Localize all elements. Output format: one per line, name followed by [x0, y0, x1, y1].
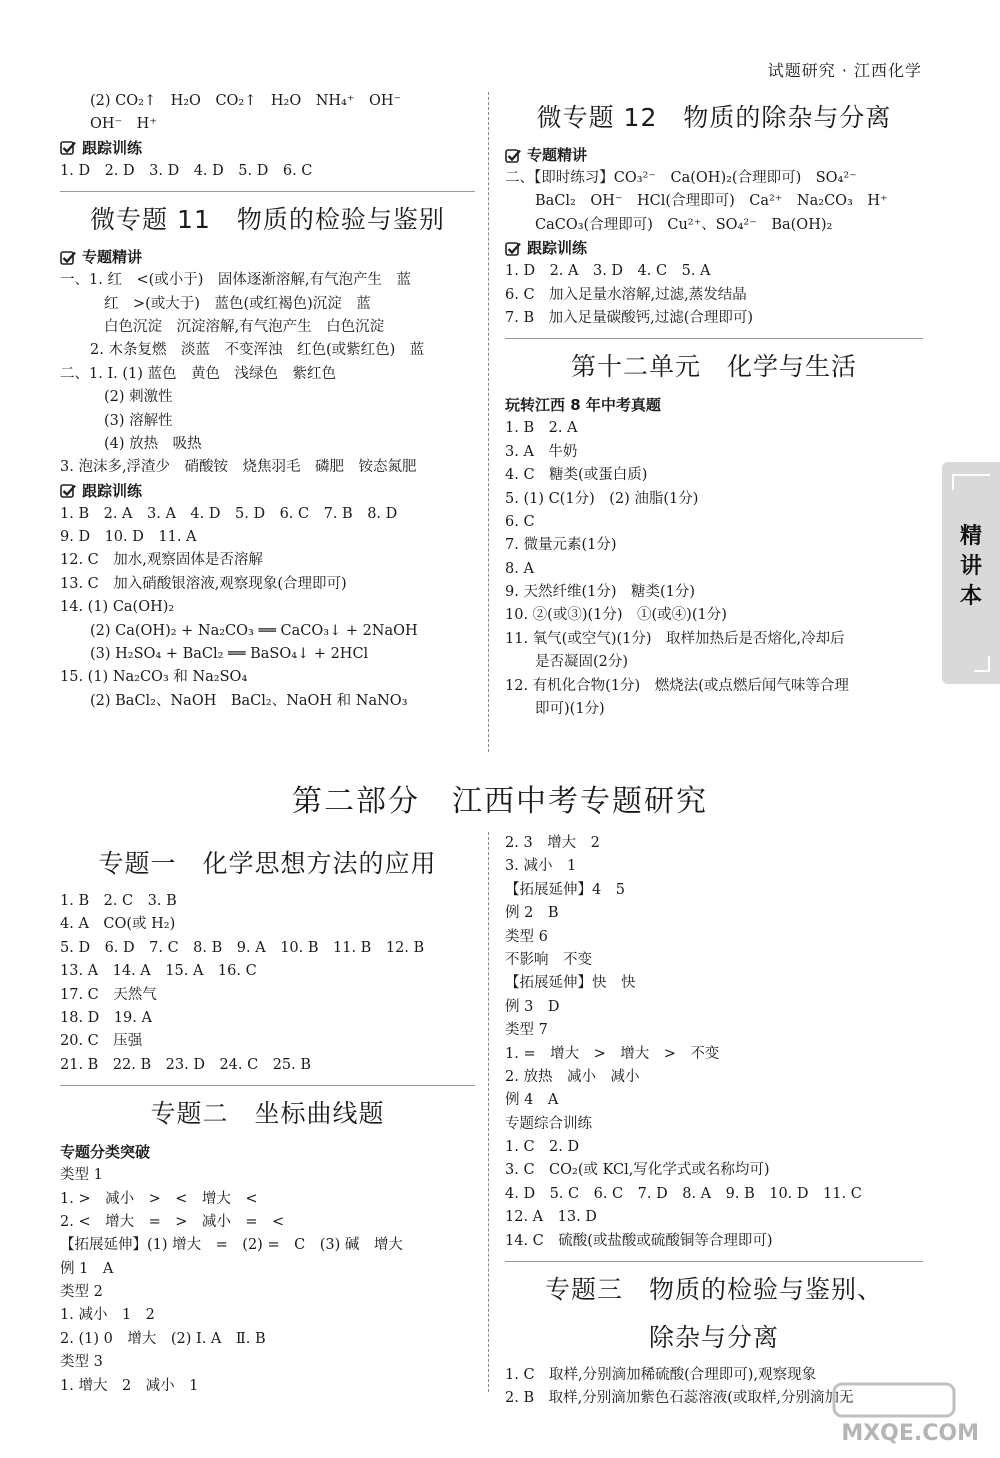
answer-line: 【拓展延伸】(1) 增大 = (2) = C (3) 碱 增大	[60, 1237, 403, 1254]
answer-line: 1. C 2. D	[505, 1139, 580, 1156]
answer-line: 12. C 加水,观察固体是否溶解	[60, 552, 263, 569]
answer-line: 2. (1) 0 增大 (2) Ⅰ. A Ⅱ. B	[60, 1330, 266, 1347]
subsection-label: 跟踪训练	[82, 138, 143, 157]
side-tab-label	[942, 522, 1000, 612]
section-divider	[60, 1085, 475, 1086]
answer-line: 类型 2	[60, 1284, 103, 1301]
answer-line: 2. 3 增大 2	[505, 835, 600, 851]
answer-line: 例 2 B	[505, 905, 559, 922]
answer-line: 1. B 2. A	[505, 420, 578, 437]
answer-line: 20. C 压强	[60, 1033, 143, 1050]
answer-line: 6. C	[505, 513, 535, 530]
tab-bracket-bottom	[974, 656, 990, 672]
answer-line: 【拓展延伸】快 快	[505, 975, 636, 992]
answer-line: 1. B 2. C 3. B	[60, 893, 177, 909]
answer-line: 1. > 减小 > < 增大 <	[60, 1190, 258, 1207]
answer-line: 是否凝固(2分)	[535, 654, 629, 671]
left-column-bottom	[60, 838, 475, 1398]
answer-line: 4. A CO(或 H₂)	[60, 916, 176, 933]
answer-line: 18. D 19. A	[60, 1009, 152, 1026]
answer-line: 不影响 不变	[505, 951, 592, 968]
answer-line: 9. D 10. D 11. A	[60, 529, 197, 546]
answer-line: 【拓展延伸】4 5	[505, 881, 625, 898]
answer-line: 例 4 A	[505, 1092, 559, 1109]
answer-line: 二、【即时练习】CO₃²⁻ Ca(OH)₂(合理即可) SO₄²⁻	[505, 170, 857, 186]
subsection-heading	[505, 144, 923, 167]
column-divider-bottom	[488, 832, 489, 1392]
subsection-label: 跟踪训练	[82, 481, 143, 500]
section-divider	[505, 1261, 923, 1262]
answer-line: 1. = 增大 > 增大 > 不变	[505, 1045, 720, 1062]
answer-line: 一、1. 红 <(或小于) 固体逐渐溶解,有气泡产生 蓝	[60, 272, 412, 289]
part-title: 第二部分 江西中考专题研究	[292, 784, 708, 819]
answer-line: 2. 木条复燃 淡蓝 不变浑浊 红色(或紫红色) 蓝	[90, 342, 425, 359]
answer-line: 10. ②(或③)(1分) ①(或④)(1分)	[505, 607, 727, 624]
section-title: 微专题 11 物质的检验与鉴别	[90, 205, 445, 235]
answer-line: 白色沉淀 沉淀溶解,有气泡产生 白色沉淀	[104, 318, 385, 335]
answer-line: (2) Ca(OH)₂ + Na₂CO₃ ══ CaCO₃↓ + 2NaOH	[90, 622, 418, 639]
section-title: 专题二 坐标曲线题	[150, 1099, 385, 1129]
section-title: 除杂与分离	[648, 1323, 779, 1353]
tab-bracket-top	[952, 474, 990, 490]
answer-line: 3. C CO₂(或 KCl,写化学式或名称均可)	[505, 1162, 770, 1179]
answer-line: 9. 天然纤维(1分) 糖类(1分)	[505, 584, 696, 601]
column-divider-top	[488, 92, 489, 752]
checkbox-icon	[505, 241, 521, 257]
answer-line: 3. 泡沫多,浮渣少 硝酸铵 烧焦羽毛 磷肥 铵态氮肥	[60, 459, 417, 476]
right-column-top	[505, 92, 923, 721]
section-divider	[60, 191, 475, 192]
answer-line: 8. A	[505, 560, 534, 577]
answer-line: 例 3 D	[505, 998, 560, 1015]
answer-line: 2. B 取样,分别滴加紫色石蕊溶液(或取样,分别滴加无	[505, 1390, 854, 1407]
answer-line: 13. C 加入硝酸银溶液,观察现象(合理即可)	[60, 575, 347, 592]
answer-line: 12. A 13. D	[505, 1209, 597, 1226]
answer-line: (3) 溶解性	[104, 412, 173, 429]
subsection-label: 跟踪训练	[527, 239, 588, 258]
right-column-bottom	[505, 832, 923, 1411]
answer-line: 1. 增大 2 减小 1	[60, 1377, 199, 1394]
answer-line: 1. B 2. A 3. A 4. D 5. D 6. C 7. B 8. D	[60, 505, 398, 522]
answer-line: 类型 6	[505, 928, 548, 945]
answer-line: 2. 放热 减小 减小	[505, 1068, 640, 1085]
answer-line: 6. C 加入足量水溶解,过滤,蒸发结晶	[505, 286, 747, 303]
answer-line: (2) BaCl₂、NaOH BaCl₂、NaOH 和 NaNO₃	[90, 692, 408, 709]
answer-line: 1. 减小 1 2	[60, 1307, 155, 1324]
checkbox-icon	[60, 250, 76, 266]
answer-line: 5. (1) C(1分) (2) 油脂(1分)	[505, 490, 699, 507]
answer-line: BaCl₂ OH⁻ HCl(合理即可) Ca²⁺ Na₂CO₃ H⁺	[535, 193, 888, 210]
left-column-top	[60, 90, 475, 713]
answer-line: 二、1. Ⅰ. (1) 蓝色 黄色 浅绿色 紫红色	[60, 365, 337, 382]
answer-line: 7. 微量元素(1分)	[505, 537, 617, 554]
answer-line: 2. < 增大 = > 减小 = <	[60, 1213, 285, 1230]
subheading: 玩转江西 8 年中考真题	[505, 396, 661, 415]
side-tab-char: 本	[959, 584, 982, 609]
subsection-heading	[60, 137, 475, 160]
answer-line: 13. A 14. A 15. A 16. C	[60, 963, 257, 980]
subsection-label: 专题精讲	[82, 248, 143, 267]
checkbox-icon	[60, 140, 76, 156]
answer-line: (4) 放热 吸热	[104, 435, 202, 452]
side-tab-char: 讲	[959, 554, 982, 579]
subsection-label: 专题精讲	[527, 146, 588, 164]
subsection-heading	[60, 246, 475, 269]
checkbox-icon	[60, 483, 76, 499]
section-title: 专题三 物质的检验与鉴别、	[544, 1275, 883, 1305]
answer-line: 专题综合训练	[505, 1115, 592, 1132]
answer-line: 即可)(1分)	[535, 701, 605, 718]
section-title: 第十二单元 化学与生活	[570, 352, 857, 382]
answer-line: 3. 减小 1	[505, 858, 577, 875]
answer-line: 例 1 A	[60, 1260, 114, 1277]
answer-line: 4. C 糖类(或蛋白质)	[505, 467, 648, 484]
answer-line: 4. D 5. C 6. C 7. D 8. A 9. B 10. D 11. C	[505, 1185, 862, 1202]
answer-line: CaCO₃(合理即可) Cu²⁺、SO₄²⁻ Ba(OH)₂	[535, 216, 833, 233]
side-tab-char: 精	[959, 524, 982, 549]
answer-line: 7. B 加入足量碳酸钙,过滤(合理即可)	[505, 309, 754, 326]
section-title: 微专题 12 物质的除杂与分离	[536, 103, 892, 132]
section-divider	[505, 338, 923, 339]
answer-line: 1. D 2. A 3. D 4. C 5. A	[505, 263, 711, 280]
answer-line: 类型 3	[60, 1354, 103, 1371]
subsection-heading	[505, 237, 923, 260]
answer-line: (2) 刺激性	[104, 389, 173, 406]
checkbox-icon	[505, 148, 521, 164]
watermark-logo	[734, 1378, 984, 1448]
answer-line: 14. C 硫酸(或盐酸或硫酸铜等合理即可)	[505, 1232, 773, 1249]
answer-line: 17. C 天然气	[60, 986, 157, 1003]
answer-line: 类型 7	[505, 1022, 548, 1039]
answer-line: (2) CO₂↑ H₂O CO₂↑ H₂O NH₄⁺ OH⁻	[90, 93, 402, 109]
answer-line: 5. D 6. D 7. C 8. B 9. A 10. B 11. B 12. B	[60, 939, 425, 956]
svg-text:MXQE.COM: MXQE.COM	[841, 1421, 979, 1446]
answer-line: 3. A 牛奶	[505, 443, 578, 460]
answer-line: 15. (1) Na₂CO₃ 和 Na₂SO₄	[60, 669, 248, 686]
answer-line: 11. 氧气(或空气)(1分) 取样加热后是否熔化,冷却后	[505, 630, 845, 647]
subheading: 专题分类突破	[60, 1143, 151, 1162]
answer-line: OH⁻ H⁺	[90, 116, 157, 133]
side-tab	[942, 462, 1000, 684]
answer-line: 1. C 取样,分别滴加稀硫酸(合理即可),观察现象	[505, 1367, 817, 1384]
subsection-heading	[60, 480, 475, 503]
answer-line: 类型 1	[60, 1167, 103, 1184]
answer-line: 12. 有机化合物(1分) 燃烧法(或点燃后闻气味等合理	[505, 677, 849, 694]
answer-line: 21. B 22. B 23. D 24. C 25. B	[60, 1056, 312, 1073]
answer-line: 1. D 2. D 3. D 4. D 5. D 6. C	[60, 162, 313, 179]
page-header: 试题研究 · 江西化学	[767, 61, 922, 80]
section-title: 专题一 化学思想方法的应用	[98, 849, 437, 878]
answer-line: (3) H₂SO₄ + BaCl₂ ══ BaSO₄↓ + 2HCl	[90, 646, 369, 663]
answer-line: 14. (1) Ca(OH)₂	[60, 599, 175, 616]
answer-line: 红 >(或大于) 蓝色(或红褐色)沉淀 蓝	[104, 295, 371, 312]
